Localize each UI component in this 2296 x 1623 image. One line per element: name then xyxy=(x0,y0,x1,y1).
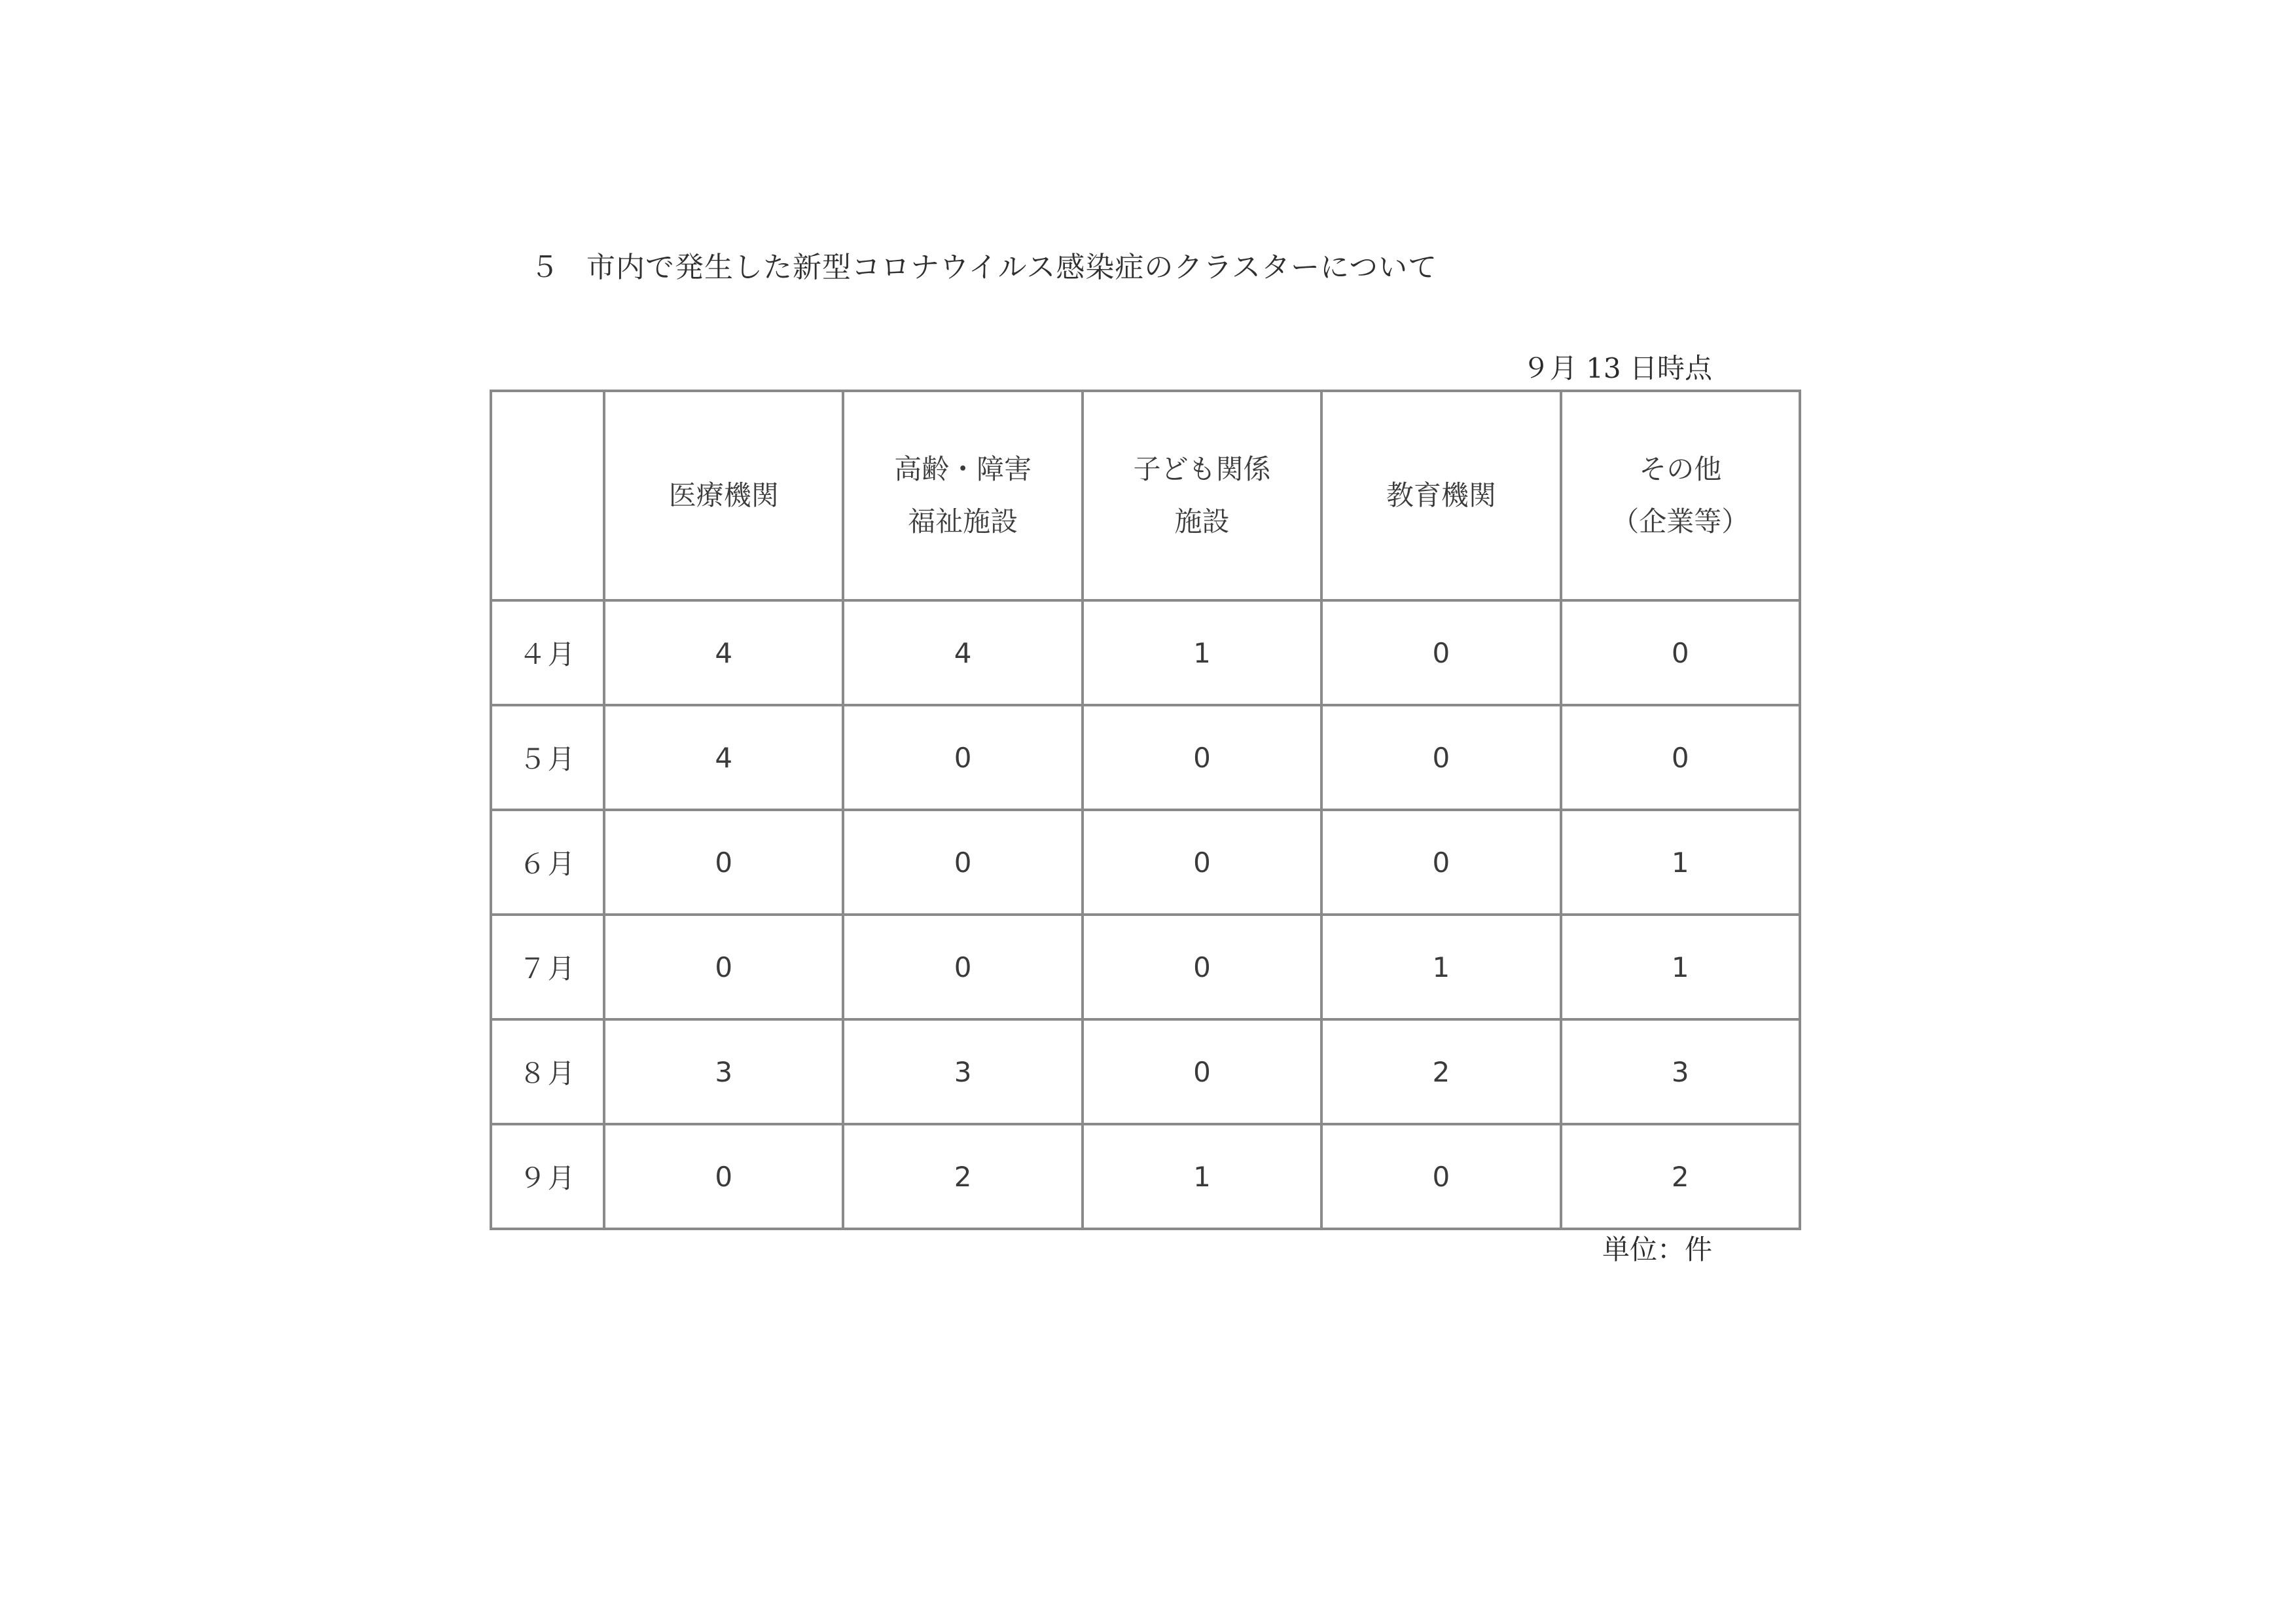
value-cell: 0 xyxy=(1083,705,1321,810)
value-cell: 1 xyxy=(1561,810,1800,915)
month-cell: ７月 xyxy=(491,915,604,1019)
value-cell: 0 xyxy=(1083,915,1321,1019)
month-cell: ９月 xyxy=(491,1124,604,1229)
month-cell: ６月 xyxy=(491,810,604,915)
value-cell: 0 xyxy=(604,1124,843,1229)
header-line: 高齢・障害 xyxy=(894,453,1032,485)
value-cell: 1 xyxy=(1083,600,1321,705)
header-education xyxy=(1321,391,1560,600)
value-cell: 0 xyxy=(1083,810,1321,915)
header-line: 教育機関 xyxy=(1386,479,1496,511)
header-line: その他 xyxy=(1639,453,1722,485)
value-cell: 0 xyxy=(1321,705,1560,810)
value-cell: 2 xyxy=(1561,1124,1800,1229)
table-header xyxy=(491,391,1800,600)
value-cell: 4 xyxy=(604,600,843,705)
table-row xyxy=(491,1124,1800,1229)
month-cell: ５月 xyxy=(491,705,604,810)
value-cell: 0 xyxy=(1321,1124,1560,1229)
header-line: 子ども関係 xyxy=(1133,453,1271,485)
value-cell: 3 xyxy=(843,1019,1082,1124)
value-cell: 0 xyxy=(843,705,1082,810)
header-elderly-disability-welfare xyxy=(843,391,1082,600)
value-cell: 0 xyxy=(843,810,1082,915)
value-cell: 0 xyxy=(1083,1019,1321,1124)
value-cell: 0 xyxy=(1321,810,1560,915)
header-child-facility xyxy=(1083,391,1321,600)
value-cell: 1 xyxy=(1083,1124,1321,1229)
as-of-date: ９月 13 日時点 xyxy=(1522,352,1712,384)
value-cell: 4 xyxy=(843,600,1082,705)
section-number: ５ xyxy=(530,251,560,284)
value-cell: 0 xyxy=(604,810,843,915)
month-cell: ８月 xyxy=(491,1019,604,1124)
value-cell: 0 xyxy=(1561,705,1800,810)
unit-note: 単位：件 xyxy=(1602,1233,1712,1266)
value-cell: 3 xyxy=(604,1019,843,1124)
section-heading xyxy=(530,244,1437,285)
value-cell: 0 xyxy=(1561,600,1800,705)
value-cell: 3 xyxy=(1561,1019,1800,1124)
value-cell: 0 xyxy=(604,915,843,1019)
header-medical xyxy=(604,391,843,600)
header-line: 医療機関 xyxy=(668,479,779,511)
value-cell: 0 xyxy=(843,915,1082,1019)
header-line: 福祉施設 xyxy=(908,505,1018,538)
header-line: 施設 xyxy=(1174,505,1230,538)
value-cell: 2 xyxy=(1321,1019,1560,1124)
value-cell: 0 xyxy=(1321,600,1560,705)
value-cell: 4 xyxy=(604,705,843,810)
month-cell: ４月 xyxy=(491,600,604,705)
table-body xyxy=(491,600,1800,1229)
cluster-table xyxy=(490,390,1801,1230)
table-row xyxy=(491,1019,1800,1124)
table-row xyxy=(491,810,1800,915)
value-cell: 1 xyxy=(1321,915,1560,1019)
value-cell: 2 xyxy=(843,1124,1082,1229)
header-line: （企業等） xyxy=(1611,505,1749,538)
header-row xyxy=(491,391,1800,600)
table-row xyxy=(491,915,1800,1019)
value-cell: 1 xyxy=(1561,915,1800,1019)
section-title: 市内で発生した新型コロナウイルス感染症のクラスターについて xyxy=(586,251,1438,284)
header-corner xyxy=(491,391,604,600)
header-other xyxy=(1561,391,1800,600)
table-row xyxy=(491,705,1800,810)
table-row xyxy=(491,600,1800,705)
